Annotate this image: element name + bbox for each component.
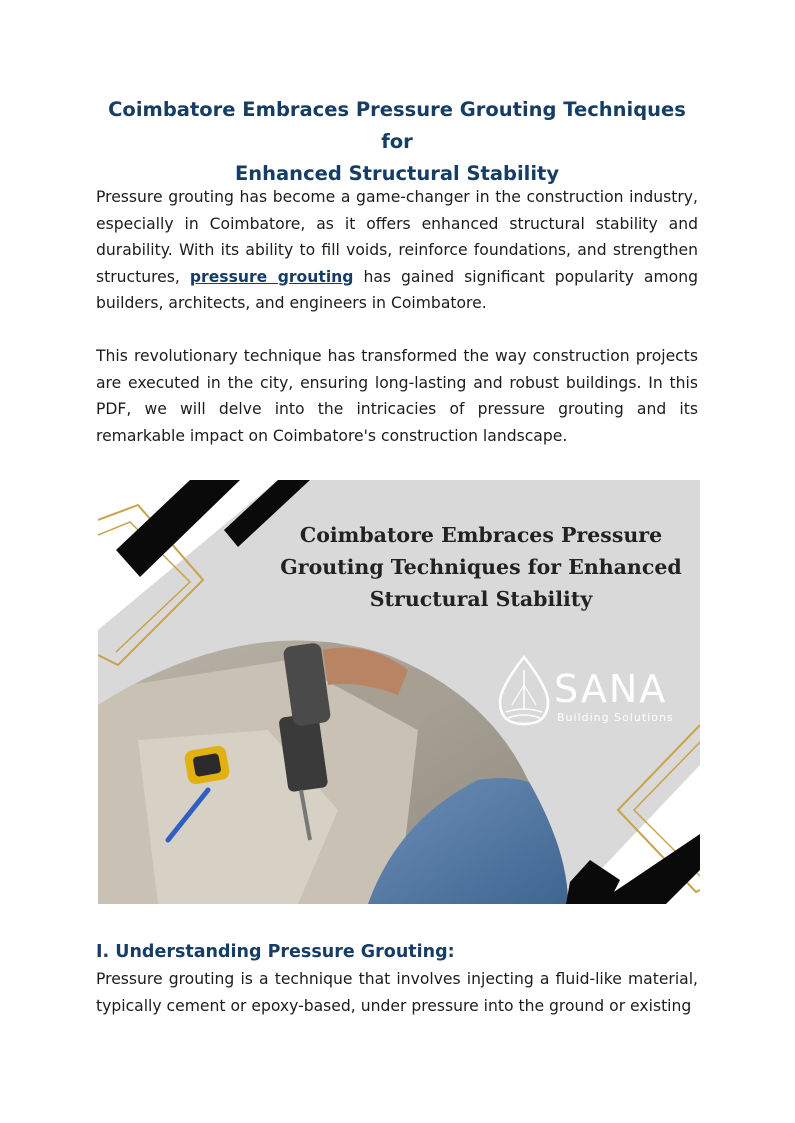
banner-title-line3: Structural Stability <box>369 587 593 611</box>
intro-text-before-link: Pressure grouting has become a game-changer in the construction industry, especially in Coimbatore, as it offers enhanced structural stability and durability. With its ability to fill voids, reinforce foundations, and strengthen structures, <box>96 188 698 286</box>
banner-title-line2: Grouting Techniques for Enhanced <box>280 555 682 579</box>
banner-graphic <box>98 480 700 904</box>
pressure-grouting-link[interactable]: pressure grouting <box>189 267 354 286</box>
page-title-line2: Enhanced Structural Stability <box>234 162 560 185</box>
intro-text-after-link: has gained significant popularity among builders, architects, and engineers in Coimbatore. <box>96 267 698 312</box>
brand-name: SANA <box>554 667 668 711</box>
banner-image <box>98 480 700 904</box>
brand-tagline: Building Solutions <box>557 711 674 724</box>
intro-paragraph <box>96 184 698 317</box>
banner-title-line1: Coimbatore Embraces Pressure <box>299 523 663 547</box>
page-title-line1: Coimbatore Embraces Pressure Grouting Techniques for <box>108 98 686 153</box>
section-heading: I. Understanding Pressure Grouting: <box>96 942 455 962</box>
section-paragraph: Pressure grouting is a technique that involves injecting a fluid-like material, typically cement or epoxy-based, under pressure into the ground or existing <box>96 970 698 1015</box>
second-paragraph: This revolutionary technique has transformed the way construction projects are executed in the city, ensuring long-lasting and robust buildings. In this PDF, we will delve into the intricacies of pressure grouting and its remarkable impact on Coimbatore's construction landscape. <box>96 347 698 445</box>
page-title <box>96 94 698 190</box>
